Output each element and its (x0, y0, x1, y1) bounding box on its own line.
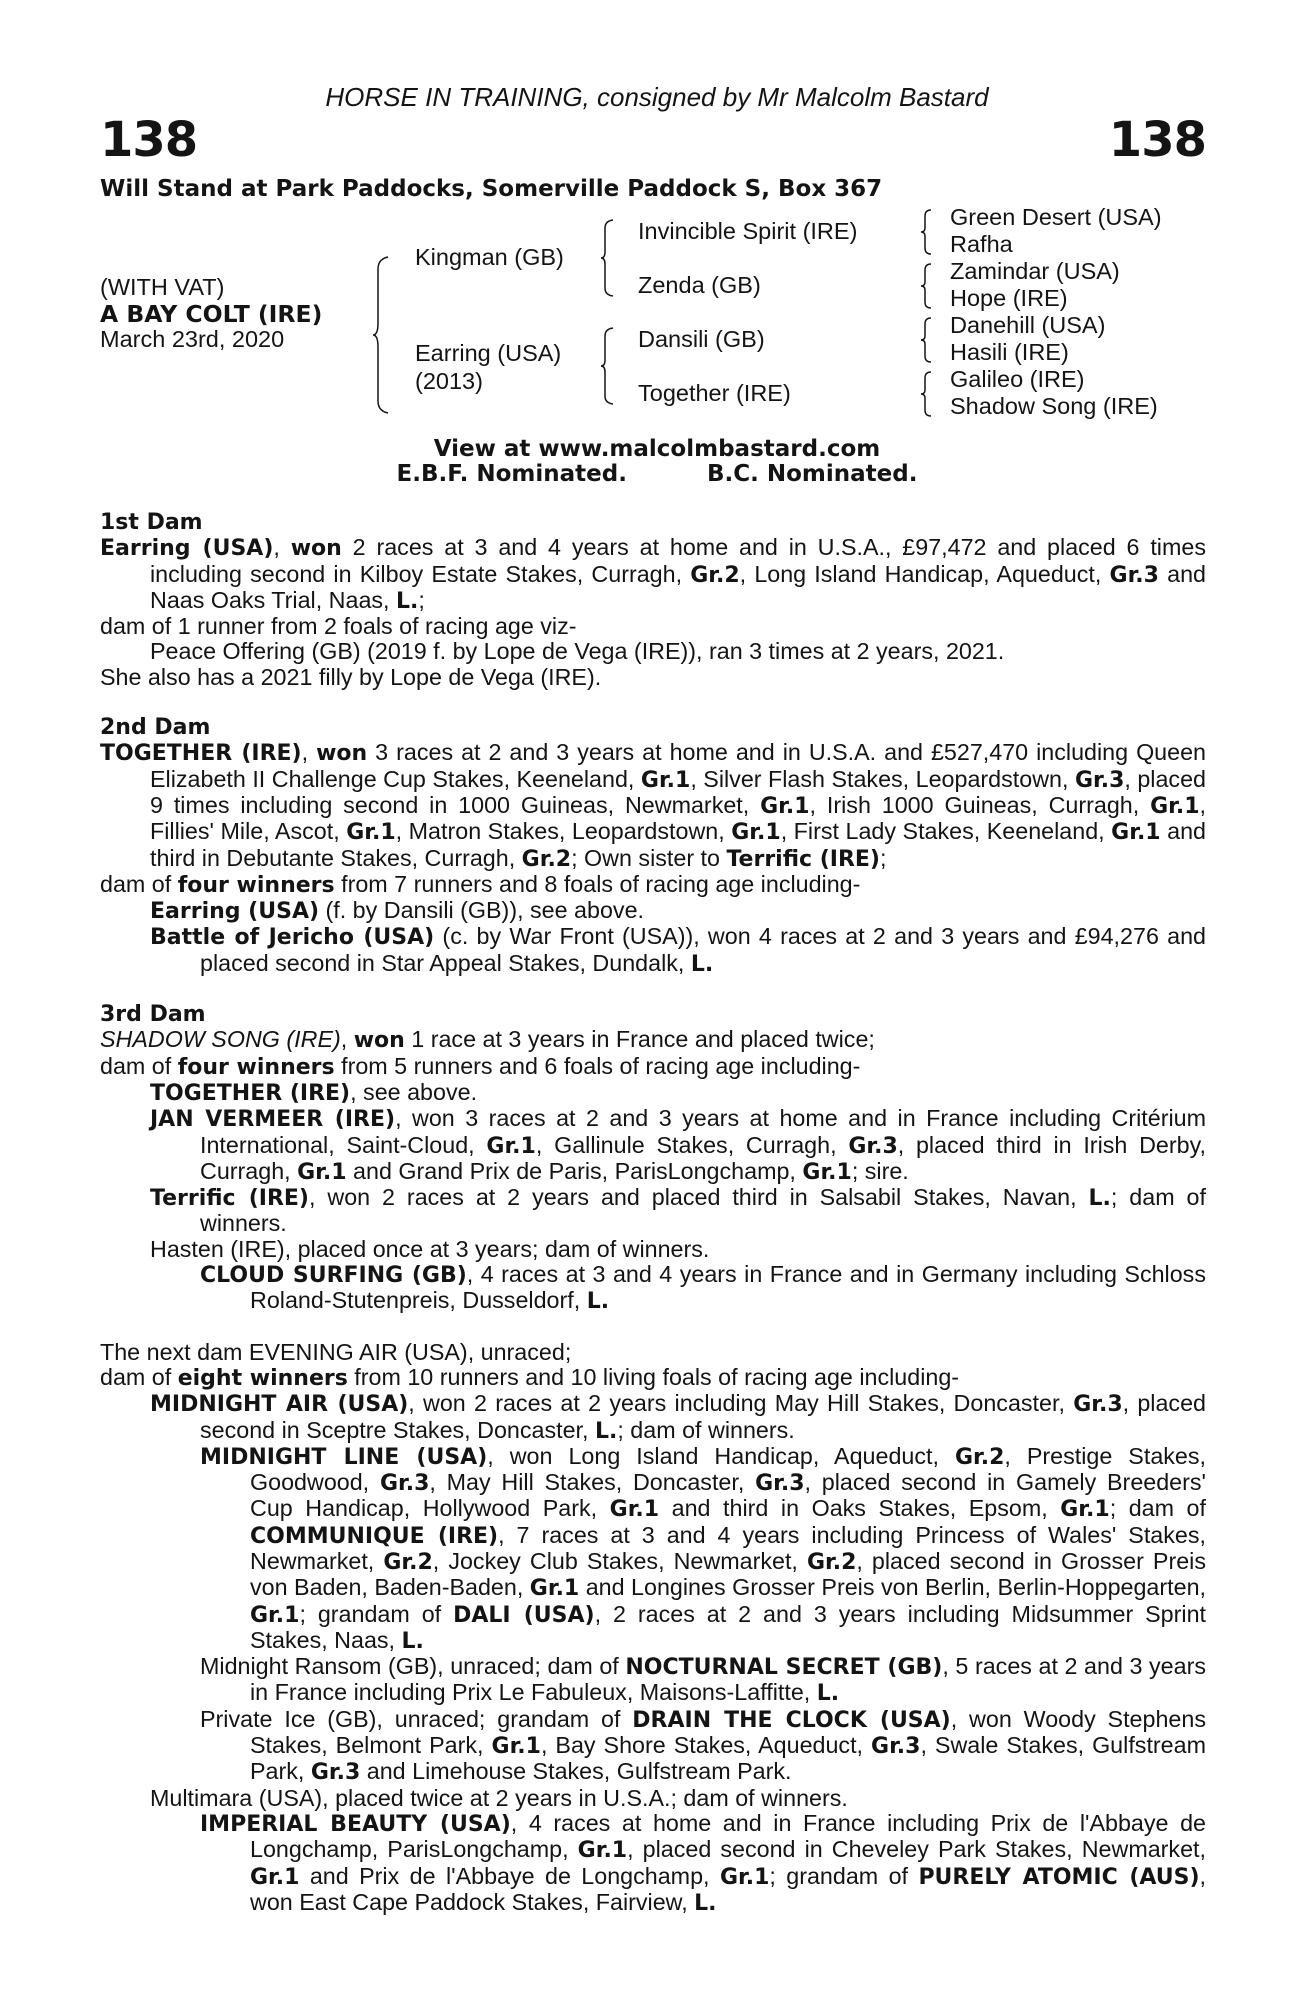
pedigree-dam: Earring (USA) (415, 340, 562, 366)
pedigree-paragraph: Private Ice (GB), unraced; grandam of DRAIN THE CLOCK (USA), won Woody Stephens Stakes, Belmont Park, Gr.1, Bay Shore Stakes, Aqueduct, Gr.3, Swale Stakes, Gulfstream Park, Gr.3 and Limehouse Stakes, Gulfstream Park. (200, 1705, 1206, 1786)
pedigree-paragraph: dam of four winners from 5 runners and 6 foals of racing age including- (100, 1052, 861, 1080)
pedigree-paragraph: IMPERIAL BEAUTY (USA), 4 races at home and in France including Prix de l'Abbaye de Longchamp, ParisLongchamp, Gr.1, placed second in Cheveley Park Stakes, Newmarket, Gr.1 and Prix de l'Abbaye de Longchamp, Gr.1; grandam of PURELY ATOMIC (AUS), won East Cape Paddock Stakes, Fairview, L. (200, 1809, 1206, 1916)
pedigree-brace-gg4 (920, 370, 934, 418)
pedigree-paragraph: MIDNIGHT AIR (USA), won 2 races at 2 years including May Hill Stakes, Doncaster, Gr.3, placed second in Sceptre Stakes, Doncaster, L.; dam of winners. (150, 1390, 1206, 1444)
consignment-line: HORSE IN TRAINING, consigned by Mr Malcolm Bastard (325, 82, 989, 112)
pedigree-sire-dam: Zenda (GB) (638, 272, 761, 298)
pedigree-paragraph: Peace Offering (GB) (2019 f. by Lope de Vega (IRE)), ran 3 times at 2 years, 2021. (150, 638, 1005, 665)
pedigree-brace-dam (600, 326, 616, 406)
pedigree-dam-year: (2013) (415, 368, 483, 394)
pedigree-sire-sire: Invincible Spirit (IRE) (638, 218, 858, 244)
spacer (100, 1315, 1206, 1340)
bc-nomination: B.C. Nominated. (706, 461, 918, 487)
pedigree-gg-1: Green Desert (USA) (950, 204, 1162, 230)
pedigree-dam-sire: Dansili (GB) (638, 326, 765, 352)
section-heading: 3rd Dam (100, 1002, 206, 1028)
pedigree-paragraph: Earring (USA), won 2 races at 3 and 4 years at home and in U.S.A., £97,472 and placed 6 times including second in Kilboy Estate Stakes, Curragh, Gr.2, Long Island Handicap, Aqueduct, Gr.3 and Naas Oaks Trial, Naas, L.; (100, 534, 1206, 614)
pedigree-gg-2: Rafha (950, 231, 1013, 257)
pedigree-gg-5: Danehill (USA) (950, 312, 1106, 338)
view-website: View at www.malcolmbastard.com (433, 436, 881, 462)
pedigree-dam-dam: Together (IRE) (638, 380, 791, 406)
spacer (100, 690, 1206, 715)
pedigree-brace-sire (600, 218, 616, 298)
stand-location: Will Stand at Park Paddocks, Somerville Paddock S, Box 367 (100, 176, 883, 202)
spacer (100, 977, 1206, 1002)
pedigree-gg-7: Galileo (IRE) (950, 366, 1085, 392)
produce-record (100, 510, 1206, 1916)
pedigree-paragraph: Battle of Jericho (USA) (c. by War Front (USA)), won 4 races at 2 and 3 years and £94,276 and placed second in Star Appeal Stakes, Dundalk, L. (150, 923, 1206, 977)
horse-name: A BAY COLT (IRE) (100, 300, 323, 328)
pedigree-gg-4: Hope (IRE) (950, 285, 1068, 311)
pedigree-paragraph: The next dam EVENING AIR (USA), unraced; (100, 1338, 572, 1365)
ebf-nomination: E.B.F. Nominated. (396, 461, 627, 487)
pedigree-paragraph: Terrific (IRE), won 2 races at 2 years and placed third in Salsabil Stakes, Navan, L.; dam of winners. (150, 1184, 1206, 1237)
pedigree-paragraph: Earring (USA) (f. by Dansili (GB)), see above. (150, 897, 645, 925)
pedigree-gg-8: Shadow Song (IRE) (950, 393, 1158, 419)
pedigree-brace-main (372, 255, 392, 415)
section-heading: 1st Dam (100, 510, 203, 535)
lot-number-right: 138 (1108, 112, 1206, 168)
pedigree-paragraph: SHADOW SONG (IRE), won 1 race at 3 years in France and placed twice; (100, 1026, 875, 1054)
section-heading: 2nd Dam (100, 715, 211, 741)
pedigree-paragraph: Multimara (USA), placed twice at 2 years in U.S.A.; dam of winners. (150, 1784, 848, 1811)
pedigree-paragraph: She also has a 2021 filly by Lope de Vega (IRE). (100, 663, 602, 690)
pedigree-gg-6: Hasili (IRE) (950, 339, 1069, 365)
pedigree-brace-gg3 (920, 316, 934, 364)
pedigree-paragraph: MIDNIGHT LINE (USA), won Long Island Handicap, Aqueduct, Gr.2, Prestige Stakes, Goodwood, Gr.3, May Hill Stakes, Doncaster, Gr.3, placed second in Gamely Breeders' Cup Handicap, Hollywood Park, Gr.1 and third in Oaks Stakes, Epsom, Gr.1; dam of COMMUNIQUE (IRE), 7 races at 3 and 4 years including Princess of Wales' Stakes, Newmarket, Gr.2, Jockey Club Stakes, Newmarket, Gr.2, placed second in Grosser Preis von Baden, Baden-Baden, Gr.1 and Longines Grosser Preis von Berlin, Berlin-Hoppegarten, Gr.1; grandam of DALI (USA), 2 races at 2 and 3 years including Midsummer Sprint Stakes, Naas, L. (200, 1442, 1207, 1654)
vat-note: (WITH VAT) (100, 274, 225, 300)
pedigree-brace-gg2 (920, 262, 934, 310)
pedigree-paragraph: dam of 1 runner from 2 foals of racing age viz- (100, 613, 577, 640)
pedigree-sire: Kingman (GB) (415, 244, 564, 270)
pedigree-paragraph: TOGETHER (IRE), won 3 races at 2 and 3 years at home and in U.S.A. and £527,470 including Queen Elizabeth II Challenge Cup Stakes, Keeneland, Gr.1, Silver Flash Stakes, Leopardstown, Gr.3, placed 9 times including second in 1000 Guineas, Newmarket, Gr.1, Irish 1000 Guineas, Curragh, Gr.1, Fillies' Mile, Ascot, Gr.1, Matron Stakes, Leopardstown, Gr.1, First Lady Stakes, Keeneland, Gr.1 and third in Debutante Stakes, Curragh, Gr.2; Own sister to Terrific (IRE); (100, 739, 1207, 872)
pedigree-paragraph: TOGETHER (IRE), see above. (150, 1078, 478, 1106)
pedigree-paragraph: dam of eight winners from 10 runners and 10 living foals of racing age including- (100, 1363, 960, 1391)
pedigree-paragraph: Hasten (IRE), placed once at 3 years; dam of winners. (150, 1235, 710, 1262)
pedigree-paragraph: dam of four winners from 7 runners and 8 foals of racing age including- (100, 870, 861, 898)
pedigree-brace-gg1 (920, 208, 934, 256)
pedigree-gg-3: Zamindar (USA) (950, 258, 1120, 284)
pedigree-paragraph: JAN VERMEER (IRE), won 3 races at 2 and 3 years at home and in France including Critérium International, Saint-Cloud, Gr.1, Gallinule Stakes, Curragh, Gr.3, placed third in Irish Derby, Curragh, Gr.1 and Grand Prix de Paris, ParisLongchamp, Gr.1; sire. (150, 1105, 1206, 1185)
pedigree-paragraph: Midnight Ransom (GB), unraced; dam of NOCTURNAL SECRET (GB), 5 races at 2 and 3 years in France including Prix Le Fabuleux, Maisons-Laffitte, L. (200, 1653, 1207, 1707)
foaling-date: March 23rd, 2020 (100, 326, 285, 352)
pedigree-paragraph: CLOUD SURFING (GB), 4 races at 3 and 4 years in France and in Germany including Schloss Roland-Stutenpreis, Dusseldorf, L. (200, 1261, 1206, 1315)
lot-number-left: 138 (100, 112, 198, 168)
nominations (0, 461, 1314, 487)
